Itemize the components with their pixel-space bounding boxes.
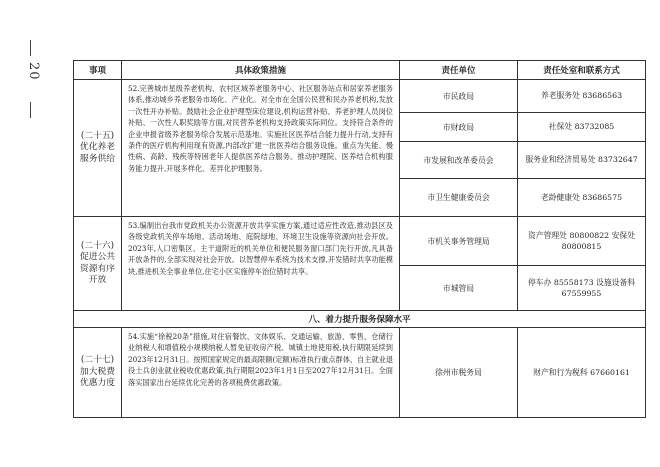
page-number-text: 20 (26, 62, 41, 81)
measure-cell: 53.编制出台我市党政机关办公资源开放共享实施方案,通过适应性改造,推动县区及各级党政机关停车场地、活动场地、庭院绿地、环境卫生设施等资源向社会开放。2023年,人口密集区、主干道附近的机关单位和便民服务窗口部门先行开放,凡具备开放条件的,全部实现对社会开放。以智慧停车系统为技术支撑,开发错时共享功能模块,推进机关全事业单位,住宅小区实施停车治位错时共享。 (122, 217, 400, 311)
unit-cell: 市发展和改革委员会 (400, 142, 518, 179)
contact-cell: 老龄健康处 83686575 (518, 179, 646, 217)
contact-cell: 养老服务处 83686563 (518, 80, 646, 113)
header-contact: 责任处室和联系方式 (518, 61, 646, 80)
page-number-dash-top (30, 40, 31, 56)
unit-cell: 市卫生健康委员会 (400, 179, 518, 217)
contact-cell: 社保处 83732085 (518, 113, 646, 142)
unit-cell: 市城管局 (400, 266, 518, 311)
section-title: 八、着力提升服务保障水平 (74, 311, 646, 328)
page-number-dash-bottom (30, 102, 31, 118)
page-number (22, 40, 42, 150)
table-row (74, 328, 646, 418)
item-cell: (二十六)促进公共资源有序开放 (74, 217, 122, 311)
header-unit: 责任单位 (400, 61, 518, 80)
header-item: 事项 (74, 61, 122, 80)
policy-table (73, 60, 646, 418)
unit-cell: 市民政局 (400, 80, 518, 113)
unit-cell: 徐州市税务局 (400, 328, 518, 418)
table-row (74, 217, 646, 266)
header-row (74, 61, 646, 80)
header-measures: 具体政策措施 (122, 61, 400, 80)
item-cell: (二十七)加大税费优惠力度 (74, 328, 122, 418)
contact-cell: 停车办 85558173 设施设备科 67559955 (518, 266, 646, 311)
contact-cell: 资产管理处 80800822 安保处 80800815 (518, 217, 646, 266)
section-row (74, 311, 646, 328)
measure-cell: 54.实施“徐税20条”措施,对住宿餐饮、文体娱乐、交通运输、旅游、零售、仓储行业纳税人和增值税小规模纳税人暂免征收房产税、城镇土地使用税,执行期限延续到2023年12月31日。按照国家规定的最高限额(定额)标准执行重点群体、自主就业退役士兵创业就业税收优惠政策,执行期限2023年1月1日至2027年12月31日。全面落实国家出台延续优化完善的各项税费优惠政策。 (122, 328, 400, 418)
table-row (74, 80, 646, 113)
item-cell: (二十五)优化养老服务供给 (74, 80, 122, 217)
unit-cell: 市机关事务管理局 (400, 217, 518, 266)
contact-cell: 财产和行为税科 67660161 (518, 328, 646, 418)
measure-cell: 52.完善城市星级养老机构、农村区域养老服务中心、社区服务站点和居家养老服务体系,推动城乡养老服务市场化、产业化。对全市在全国公民营和民办养老机构,发放一次性开办补贴。鼓励社会企业护理型床位建设,机构运营补贴、养老护理人员岗位补贴、一次性人职奖励等方面,对民营养老机构支持政策实际同位。支持符合条件的企业申报省级养老服务综合发展示范基地。实施社区医养结合能力提升行动,支持有条件的医疗机构利用现有资源,内部改扩建一批医养结合服务设施。重点为失能、慢性病、高龄、残疾等特困老年人提供医养结合服务。推动护理院、医养结合机构服务能力提升,开展多样化、差异化护理服务。 (122, 80, 400, 217)
contact-cell: 服务业和经济贸易处 83732647 (518, 142, 646, 179)
unit-cell: 市财政局 (400, 113, 518, 142)
